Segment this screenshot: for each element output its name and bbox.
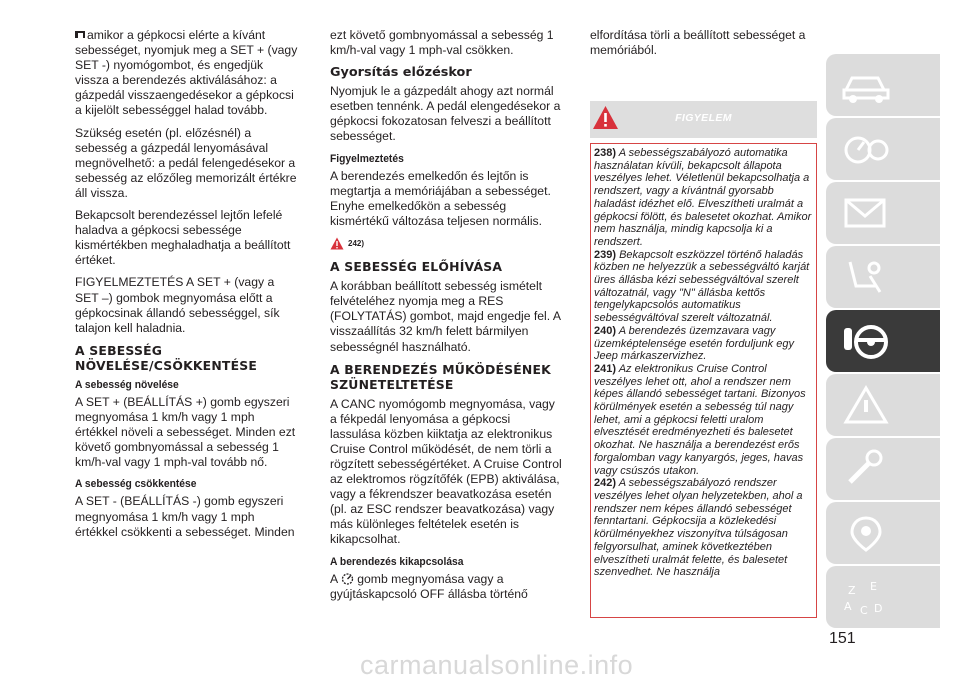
col1-p2: Szükség esetén (pl. előzésnél) a sebesség a gázpedál lenyomásával megnövelhető: a pedál felengedésekor a sebesség az előzőleg memorizált értékre áll vissza. — [75, 125, 297, 200]
tab-safety[interactable] — [826, 182, 940, 244]
warning-body — [590, 143, 817, 618]
col2-p3: A berendezés emelkedőn és lejtőn is megtartja a memóriájában a sebességet. Enyhe emelkedőkön a sebesség kismértékű változása teljesen normális. — [330, 168, 551, 228]
svg-text:A: A — [844, 600, 852, 613]
section-heading-recall: A SEBESSÉG ELŐHÍVÁSA — [330, 259, 503, 275]
index-icon — [840, 576, 892, 618]
warning-triangle-icon — [330, 237, 344, 250]
warning-text: A berendezés üzemzavara vagy üzemképtelensége esetén forduljunk egy Jeep márkaszervizhez. — [594, 324, 794, 363]
col3-p1: elfordítása törli a beállított sebességet a memóriából. — [590, 28, 806, 58]
tab-car-info[interactable] — [826, 54, 940, 116]
tab-maintenance[interactable] — [826, 438, 940, 500]
section-heading-overtaking: Gyorsítás előzéskor — [330, 65, 472, 81]
subheading-warning: Figyelmeztetés — [330, 152, 404, 165]
warning-text: A sebességszabályozó rendszer veszélyes lehet olyan helyzetekben, ahol a rendszer nem képes állandó sebességet fenntartani. Gépkocsija a közlekedési körülményekhez viszonyítva túlságosan felgyorsulhat, aminek következtében elveszítheti uralmát felette, és balesetet szenvedhet. Ne használja — [594, 477, 803, 579]
svg-text:D: D — [874, 602, 883, 615]
warning-reference-number: 242) — [348, 239, 365, 249]
warning-number: 238) — [594, 147, 617, 159]
col2-p4: A korábban beállított sebesség ismételt felvételéhez nyomja meg a RES (FOLYTATÁS) gombot, majd engedje fel. A visszaállítás 32 km/h felett bármilyen sebességnél használható. — [330, 279, 561, 354]
warning-number: 239) — [594, 248, 617, 261]
col1-p3: Bekapcsolt berendezéssel lejtőn lefelé haladva a gépkocsi sebessége kismértékben meghaladhatja a beállított értéket. — [75, 208, 291, 268]
warning-number: 240) — [594, 324, 617, 337]
col1-p6: A SET - (BEÁLLÍTÁS -) gomb egyszeri megnyomása 1 km/h vagy 1 mph értékkel csökkenti a sebességet. Minden — [75, 494, 295, 539]
seat-icon — [840, 256, 892, 298]
warning-item — [594, 363, 813, 477]
watermark: carmanualsonline.info — [360, 650, 634, 680]
section-heading-speed-change: A SEBESSÉG NÖVELÉSE/CSÖKKENTÉSE — [75, 342, 258, 373]
tab-technical-data[interactable] — [826, 502, 940, 564]
warning-number: 242) — [594, 477, 617, 490]
column-2 — [330, 28, 562, 609]
warning-reference — [330, 236, 562, 251]
col1-p5: A SET + (BEÁLLÍTÁS +) gomb egyszeri megnyomása 1 km/h vagy 1 mph értékkel növeli a sebességet. Minden ezt követő gombnyomással a sebesség 1 km/h-val vagy 1 mph-val tovább nő. — [75, 394, 296, 470]
col2-p6-a: A — [330, 571, 338, 586]
warning-title: FIGYELEM — [675, 112, 732, 124]
section-heading-pause: A BERENDEZÉS MŰKÖDÉSÉNEK SZÜNETELTETÉSE — [330, 361, 551, 392]
emergency-icon — [840, 384, 892, 426]
col1-p4: FIGYELMEZTETÉS A SET + (vagy a SET –) gombok megnyomása előtt a gépkocsinak állandó sebességgel, sík talajon kell haladnia. — [75, 275, 280, 335]
warning-text: Bekapcsolt eszközzel történő haladás közben ne helyezzük a sebességváltó karját üres állásba kézi sebességváltóval szerelt változatnál, vagy "N" állásba kettős tengelykapcsolós automatikus sebességváltóval szerelt változatnál. — [594, 248, 810, 325]
maintenance-icon — [840, 448, 892, 490]
subheading-decrease: A sebesség csökkentése — [75, 478, 197, 491]
svg-text:E: E — [870, 580, 877, 593]
tab-starting-driving[interactable] — [826, 310, 940, 372]
tab-seats[interactable] — [826, 246, 940, 308]
tab-index[interactable] — [826, 566, 940, 628]
warning-text: Az elektronikus Cruise Control veszélyes lehet ott, ahol a rendszer nem képes állandó sebességet tartani. Bizonyos körülmények esetén a sebesség túl nagy lehet, ami a gépkocsi feletti uralom elvesztését eredményezheti és balesetet okozhat. Ne használja a berendezést erős forgalomban vagy kanyargós, jeges, havas vagy csúszós utakon. — [594, 362, 806, 477]
warning-item — [594, 477, 813, 579]
safety-icon — [840, 192, 892, 234]
cruise-control-icon — [341, 572, 354, 585]
starting-driving-icon — [840, 320, 892, 362]
col2-p5: A CANC nyomógomb megnyomása, vagy a fékpedál lenyomása a gépkocsi lassulása közben kiiktatja az elektronikus Cruise Control működését, de nem törli a rögzített sebességértéket. A Cruise Control az elektromos rögzítőfék (EPB) aktiválása, vagy a fékrendszer beavatkozása esetén (pl. az ESC rendszer beavatkozása) vagy más különleges feltételek esetén is kikapcsolhat. — [330, 396, 562, 547]
car-info-icon — [840, 64, 892, 106]
svg-text:C: C — [860, 604, 868, 617]
chapter-sidebar — [826, 54, 940, 630]
dashboard-icon — [840, 128, 892, 170]
warning-item — [594, 147, 813, 249]
column-3 — [590, 28, 818, 65]
subheading-switch-off: A berendezés kikapcsolása — [330, 555, 464, 568]
col2-p1: ezt követő gombnyomással a sebesség 1 km/h-val vagy 1 mph-val csökken. — [330, 28, 554, 58]
warning-number: 241) — [594, 362, 617, 375]
warning-item — [594, 325, 813, 363]
col1-p1: amikor a gépkocsi elérte a kívánt sebességet, nyomjuk meg a SET + (vagy SET -) nyomógombot, és engedjük vissza a berendezés aktiválásához: a gázpedál visszaengedésekor a gépkocsi a kijelölt sebességgel halad tovább. — [75, 28, 298, 118]
col2-p2: Nyomjuk le a gázpedált ahogy azt normál esetben tennénk. A pedál elengedésekor a gépkocsi fokozatosan felveszi a beállított sebességet. — [330, 84, 561, 144]
tab-dashboard[interactable] — [826, 118, 940, 180]
page-number: 151 — [829, 630, 856, 647]
svg-text:Z: Z — [848, 584, 856, 597]
warning-text: A sebességszabályozó automatika használatan kívüli, bekapcsolt állapota veszélyes lehet. Véletlenül bekapcsolhatja a rendszert, vagy a kívántnál gyorsabb haladást idézhet elő. Elveszítheti uralmát a gépkocsi fölött, és balesetet okozhat. Amikor nem használja, mindig kapcsolja ki a rendszert. — [594, 147, 812, 248]
technical-data-icon — [840, 512, 892, 554]
warning-box — [590, 101, 817, 618]
warning-header — [590, 101, 817, 138]
tab-emergency[interactable] — [826, 374, 940, 436]
col2-p6 — [330, 572, 562, 602]
paragraph — [75, 28, 300, 119]
col2-p6-b: gomb megnyomása vagy a gyújtáskapcsoló OFF állásba történő — [330, 571, 528, 601]
continuation-marker-icon — [75, 31, 85, 40]
warning-item — [594, 249, 813, 325]
subheading-increase: A sebesség növelése — [75, 378, 179, 391]
column-1 — [75, 28, 300, 547]
